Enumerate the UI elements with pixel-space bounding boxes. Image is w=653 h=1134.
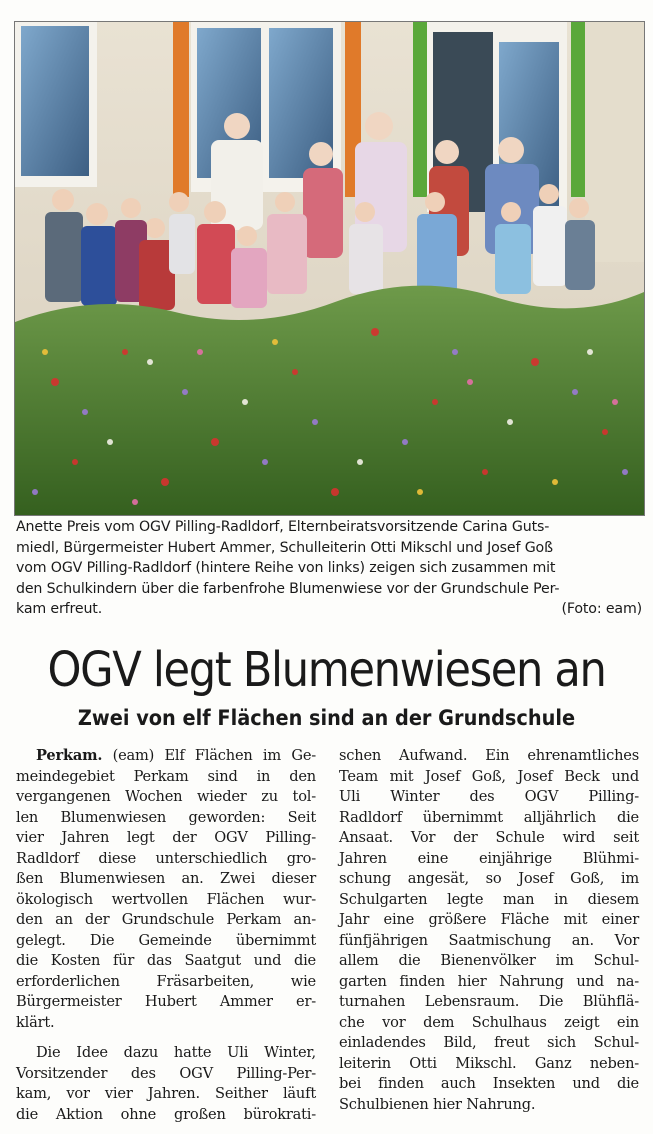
body-line: klärt. <box>16 1013 55 1031</box>
body-line: schen Aufwand. Ein ehrenamtliches <box>339 747 639 764</box>
body-line: ßen Blumenwiesen an. Zwei dieser <box>16 870 316 887</box>
body-line: Radldorf diese unterschiedlich gro- <box>16 849 316 867</box>
body-line: Jahr eine größere Fläche mit einer <box>339 911 639 928</box>
body-line: allem die Bienenvölker im Schul- <box>339 952 639 969</box>
body-line: leiterin Otti Mikschl. Ganz neben- <box>339 1054 639 1072</box>
body-line: ökologisch wertvollen Flächen wur- <box>16 890 316 908</box>
body-line: Uli Winter des OGV Pilling- <box>339 788 639 805</box>
caption-line: miedl, Bürgermeister Hubert Ammer, Schulleiterin Otti Mikschl und Josef Goß <box>16 539 553 556</box>
body-line: erforderlichen Fräsarbeiten, wie <box>16 972 316 990</box>
body-line: garten finden hier Nahrung und na- <box>339 972 639 990</box>
body-line: Schulbienen hier Nahrung. <box>339 1095 536 1113</box>
body-line: meindegebiet Perkam sind in den <box>16 767 316 785</box>
photo-credit: (Foto: eam) <box>561 601 642 618</box>
article-photo <box>14 21 645 516</box>
article-column-right <box>339 746 639 1115</box>
body-line: einladendes Bild, freut sich Schul- <box>339 1034 639 1051</box>
body-line: Ansaat. Vor der Schule wird seit <box>339 829 639 846</box>
caption-line: kam erfreut. <box>16 601 103 618</box>
body-line: den an der Grundschule Perkam an- <box>16 911 316 928</box>
body-line: kam, vor vier Jahren. Seither läuft <box>16 1085 316 1102</box>
body-line: vier Jahren legt der OGV Pilling- <box>16 829 316 846</box>
body-line: fünfjährigen Saatmischung an. Vor <box>339 931 639 949</box>
body-line: che vor dem Schulhaus zeigt ein <box>339 1013 639 1031</box>
caption-line: Anette Preis vom OGV Pilling-Radldorf, Elternbeiratsvorsitzende Carina Guts- <box>16 519 550 535</box>
body-line: turnahen Lebensraum. Die Blühflä- <box>339 993 639 1010</box>
caption-line: vom OGV Pilling-Radldorf (hintere Reihe von links) zeigen sich zusammen mit <box>16 560 556 577</box>
body-line: vergangenen Wochen wieder zu tol- <box>16 788 316 805</box>
dateline: Perkam. <box>36 747 103 764</box>
body-line: bei finden auch Insekten und die <box>339 1075 639 1092</box>
body-line: Jahren eine einjährige Blühmi- <box>339 849 639 867</box>
body-line: gelegt. Die Gemeinde übernimmt <box>16 931 316 949</box>
body-line: die Kosten für das Saatgut und die <box>16 952 316 969</box>
body-line: Vorsitzender des OGV Pilling-Per- <box>16 1064 316 1082</box>
body-line: schung angesät, so Josef Goß, im <box>339 870 639 887</box>
photo-caption <box>16 517 642 620</box>
caption-line: den Schulkindern über die farbenfrohe Blumenwiese vor der Grundschule Per- <box>16 580 560 597</box>
subheadline: Zwei von elf Flächen sind an der Grundschule <box>77 706 576 730</box>
article-column-left <box>16 746 316 1125</box>
body-line: Die Idee dazu hatte Uli Winter, <box>36 1044 316 1061</box>
body-line: Radldorf übernimmt alljährlich die <box>339 808 639 826</box>
body-line: Perkam. (eam) Elf Flächen im Ge- <box>36 747 316 764</box>
headline: OGV legt Blumenwiesen an <box>47 642 606 698</box>
body-line: len Blumenwiesen geworden: Seit <box>16 808 316 826</box>
body-line: Bürgermeister Hubert Ammer er- <box>16 993 316 1010</box>
body-line: Team mit Josef Goß, Josef Beck und <box>339 767 639 785</box>
body-line: Schulgarten legte man in diesem <box>339 890 639 908</box>
body-line: die Aktion ohne großen bürokrati- <box>16 1105 316 1123</box>
photo-illustration <box>15 22 644 515</box>
